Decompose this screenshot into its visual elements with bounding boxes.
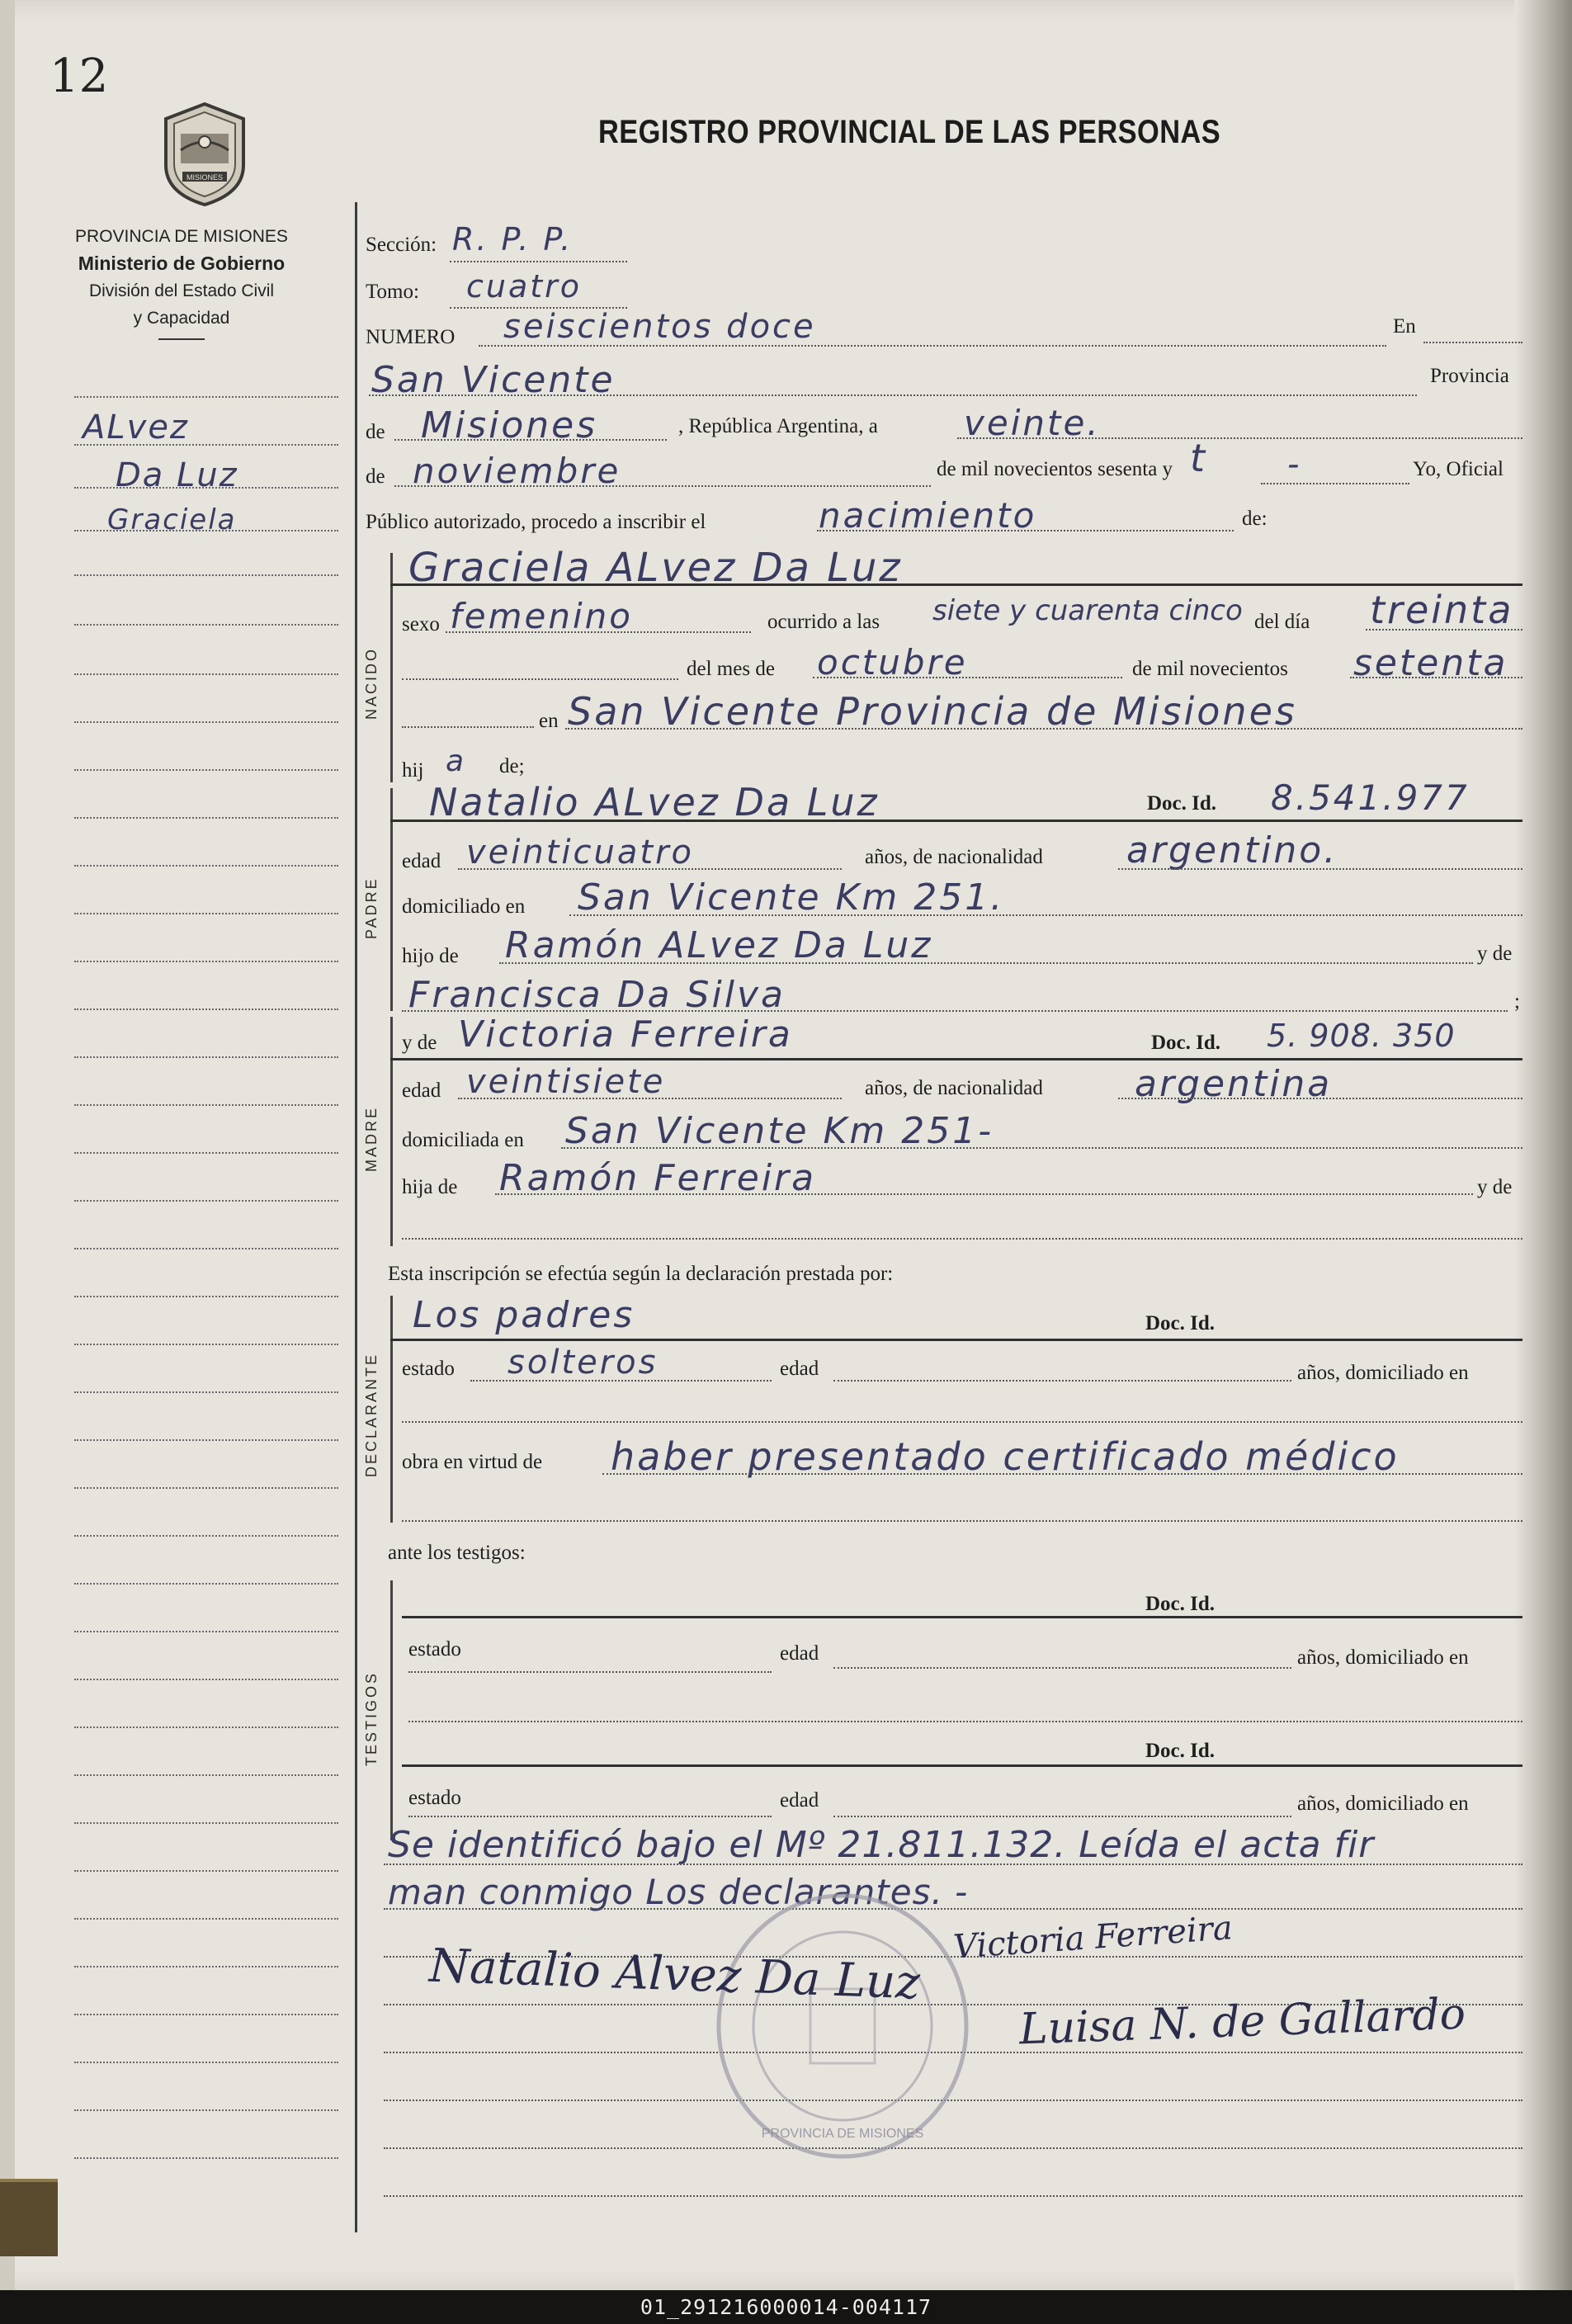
official-stamp (711, 1890, 974, 2162)
signature-officer: Luisa N. de Gallardo (1018, 1989, 1466, 2055)
birth-month-value: octubre (817, 642, 968, 683)
day-value: veinte. (964, 403, 1101, 443)
de-colon-label: de: (1242, 508, 1268, 530)
seccion-label: Sección: (366, 234, 437, 256)
madre-dom-value: San Vicente Km 251- (565, 1110, 994, 1152)
madre-name-value: Victoria Ferreira (458, 1013, 793, 1056)
province-name: PROVINCIA DE MISIONES (75, 227, 288, 246)
numero-label: NUMERO (366, 326, 456, 348)
madre-doc-value: 5. 908. 350 (1267, 1018, 1456, 1054)
signature-mother: Victoria Ferreira (951, 1909, 1234, 1967)
de-label-2: de (366, 465, 385, 488)
birth-place-value: San Vicente Provincia de Misiones (568, 689, 1297, 734)
declarante-estado-value: solteros (507, 1344, 659, 1382)
declarante-anos-label: años, domiciliado en (1297, 1362, 1469, 1384)
del-mes-label: del mes de (687, 658, 775, 680)
padre-edad-value: veinticuatro (466, 834, 694, 872)
obra-value: haber presentado certificado médico (611, 1434, 1400, 1479)
yo-oficial-label: Yo, Oficial (1413, 458, 1504, 480)
notes-line-2: man conmigo Los declarantes. - (388, 1872, 969, 1912)
madre-nac-value: argentina (1135, 1063, 1333, 1105)
nacido-name-value: Graciela ALvez Da Luz (408, 545, 903, 591)
testigo2-anos-label: años, domiciliado en (1297, 1793, 1469, 1815)
padre-dom-value: San Vicente Km 251. (578, 876, 1005, 919)
testigos-bracket (390, 1580, 393, 1840)
padre-hijo-value: Ramón ALvez Da Luz (505, 924, 933, 966)
del-dia-label: del día (1254, 611, 1310, 633)
declarante-estado-label: estado (402, 1358, 455, 1380)
padre-nac-label: años, de nacionalidad (865, 846, 1043, 868)
obra-label: obra en virtud de (402, 1451, 543, 1473)
madre-doc-label: Doc. Id. (1151, 1032, 1221, 1054)
coat-of-arms-seal (153, 101, 257, 208)
province-value: Misiones (421, 404, 598, 446)
padre-tag: PADRE (363, 876, 380, 939)
sexo-value: femenino (450, 596, 633, 636)
testigo2-edad-label: edad (780, 1789, 819, 1811)
testigos-intro-label: ante los testigos: (388, 1542, 526, 1564)
margin-given-name: Graciela (107, 503, 237, 536)
division-name-cont: y Capacidad (133, 309, 230, 328)
republica-label: , República Argentina, a (678, 415, 878, 437)
testigo1-edad-label: edad (780, 1642, 819, 1665)
madre-yde-label: y de (402, 1032, 437, 1054)
madre-yde2-label: y de (1477, 1176, 1513, 1198)
dash-value: - (1287, 446, 1302, 484)
nacido-bracket (390, 553, 393, 782)
madre-edad-value: veintisiete (466, 1063, 666, 1101)
madre-tag: MADRE (363, 1105, 380, 1172)
seal-text: MISIONES (186, 173, 224, 182)
image-id-footer: 01_291216000014-004117 (0, 2290, 1572, 2324)
division-name: División del Estado Civil (88, 281, 275, 300)
hij-value: a (446, 744, 467, 778)
seccion-value: R. P. P. (452, 221, 574, 257)
padre-name-value: Natalio ALvez Da Luz (429, 780, 880, 824)
signature-father: Natalio Alvez Da Luz (428, 1939, 921, 2010)
numero-value: seiscientos doce (503, 308, 816, 346)
issuing-authority (50, 223, 314, 340)
nacido-en-label: en (539, 710, 559, 732)
padre-doc-label: Doc. Id. (1147, 792, 1217, 815)
testigo1-anos-label: años, domiciliado en (1297, 1646, 1469, 1669)
year-value: t (1190, 436, 1208, 480)
hij-de-label: de; (499, 755, 525, 777)
testigo1-estado-label: estado (408, 1638, 461, 1660)
tomo-label: Tomo: (366, 281, 419, 303)
declarante-name-value: Los padres (413, 1294, 635, 1336)
page-edge (1514, 0, 1572, 2290)
padre-doc-value: 8.541.977 (1271, 777, 1470, 818)
stamp-text: PROVINCIA DE MISIONES (761, 2127, 924, 2141)
page-number: 12 (50, 50, 109, 103)
madre-dom-label: domiciliada en (402, 1129, 524, 1151)
padre-semicolon: ; (1514, 990, 1520, 1013)
hij-label: hij (402, 759, 424, 782)
publico-label: Público autorizado, procedo a inscribir el (366, 511, 706, 533)
mil-novecientos-label: de mil novecientos (1132, 658, 1288, 680)
provincia-label: Provincia (1430, 365, 1509, 387)
birth-day-value: treinta (1370, 588, 1514, 632)
ocurrido-label: ocurrido a las (767, 611, 880, 633)
notes-line-1: Se identificó bajo el Mº 21.811.132. Leída el acta fir (388, 1824, 1375, 1866)
hour-value: siete y cuarenta cinco (932, 594, 1243, 627)
testigos-tag: TESTIGOS (363, 1670, 380, 1766)
madre-nac-label: años, de nacionalidad (865, 1077, 1043, 1099)
book-binding (0, 2179, 58, 2256)
authority-rule (158, 338, 205, 340)
padre-dom-label: domiciliado en (402, 895, 526, 918)
column-divider (355, 202, 357, 2232)
margin-surname-2: Da Luz (116, 456, 238, 494)
testigo1-doc-label: Doc. Id. (1145, 1593, 1216, 1615)
month-value: noviembre (413, 451, 621, 491)
declaracion-intro-label: Esta inscripción se efectúa según la declaración prestada por: (388, 1263, 894, 1285)
sexo-label: sexo (402, 613, 440, 635)
declarante-bracket (390, 1296, 393, 1523)
madre-edad-label: edad (402, 1079, 441, 1102)
birth-year-value: setenta (1353, 642, 1508, 684)
padre-edad-label: edad (402, 850, 441, 872)
nacido-tag: NACIDO (363, 646, 380, 720)
declarante-doc-label: Doc. Id. (1145, 1312, 1216, 1334)
tomo-value: cuatro (466, 268, 583, 305)
madre-hija-label: hija de (402, 1176, 458, 1198)
madre-bracket (390, 1017, 393, 1246)
padre-mother-value: Francisca Da Silva (408, 974, 786, 1016)
act-value: nacimiento (819, 495, 1037, 536)
declarante-edad-label: edad (780, 1358, 819, 1380)
padre-nac-value: argentino. (1126, 829, 1338, 872)
page-spine (0, 0, 15, 2290)
padre-hijo-label: hijo de (402, 945, 459, 967)
en-label: En (1393, 315, 1416, 338)
testigo2-doc-label: Doc. Id. (1145, 1740, 1216, 1762)
padre-yde-label: y de (1477, 942, 1513, 965)
madre-hija-value: Ramón Ferreira (499, 1157, 817, 1199)
mil-label: de mil novecientos sesenta y (937, 458, 1173, 480)
ministry-name: Ministerio de Gobierno (78, 253, 286, 274)
testigo2-estado-label: estado (408, 1787, 461, 1809)
place-value: San Vicente (371, 359, 616, 401)
margin-surname-1: ALvez (83, 409, 189, 446)
de-label: de (366, 421, 385, 443)
document-title: REGISTRO PROVINCIAL DE LAS PERSONAS (598, 114, 1221, 150)
declarante-tag: DECLARANTE (363, 1352, 380, 1477)
